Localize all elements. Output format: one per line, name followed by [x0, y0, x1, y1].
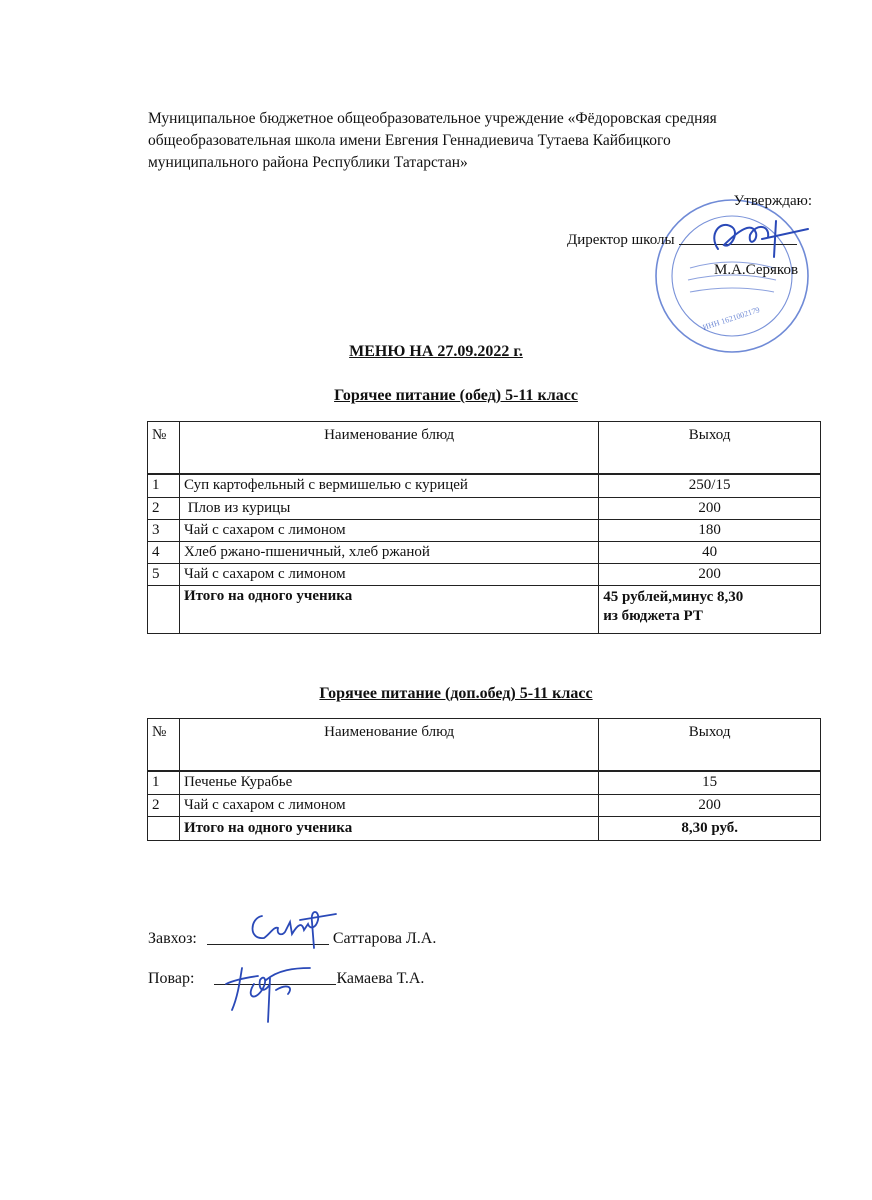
row-num: 1: [148, 474, 180, 498]
storekeeper-name: Саттарова Л.А.: [332, 930, 437, 947]
row-output: 250/15: [599, 474, 821, 498]
row-dish: Чай с сахаром с лимоном: [179, 564, 598, 586]
header-output: Выход: [599, 719, 821, 771]
header-name: Наименование блюд: [179, 719, 598, 771]
section2-title: Горячее питание (доп.обед) 5-11 класс: [319, 685, 593, 702]
total-row: [148, 817, 821, 841]
cook-label: Повар:: [148, 970, 195, 987]
stamp-inn: ИНН 1621002179: [701, 305, 761, 333]
row-output: 40: [599, 542, 821, 564]
header-output: Выход: [599, 422, 821, 474]
total-value: 8,30 руб.: [599, 817, 821, 841]
row-dish: Печенье Курабье: [179, 771, 598, 795]
storekeeper-signature: [240, 900, 340, 952]
row-dish: Чай с сахаром с лимоном: [179, 795, 598, 817]
table-row: [148, 498, 821, 520]
row-dish: Плов из курицы: [179, 498, 598, 520]
director-name: М.А.Серяков: [714, 262, 799, 278]
director-position: Директор школы: [567, 232, 675, 248]
table-header-row: [148, 719, 821, 771]
organization-header: [148, 108, 808, 174]
table-header-row: [148, 422, 821, 474]
org-line-1: Муниципальное бюджетное общеобразовательное учреждение «Фёдоровская средняя: [148, 110, 717, 127]
total-label: Итого на одного ученика: [179, 817, 598, 841]
row-dish: Чай с сахаром с лимоном: [179, 520, 598, 542]
section1-title: Горячее питание (обед) 5-11 класс: [334, 387, 578, 404]
table-row: [148, 520, 821, 542]
total-value: [599, 586, 821, 634]
row-dish: Хлеб ржано-пшеничный, хлеб ржаной: [179, 542, 598, 564]
org-line-2: общеобразовательная школа имени Евгения Геннадиевича Тутаева Кайбицкого: [148, 132, 671, 149]
table-row: [148, 795, 821, 817]
table-row: [148, 564, 821, 586]
header-name: Наименование блюд: [179, 422, 598, 474]
row-output: 200: [599, 498, 821, 520]
row-output: 200: [599, 795, 821, 817]
row-num: 2: [148, 498, 180, 520]
header-num: №: [148, 422, 180, 474]
row-num: 2: [148, 795, 180, 817]
total-value-line1: 45 рублей,минус 8,30: [603, 589, 744, 605]
total-num: [148, 817, 180, 841]
row-output: 15: [599, 771, 821, 795]
header-num: №: [148, 719, 180, 771]
total-row: [148, 586, 821, 634]
director-signature: [690, 205, 810, 265]
cook-signature: [214, 950, 324, 1030]
row-dish: Суп картофельный с вермишелью с курицей: [179, 474, 598, 498]
row-output: 200: [599, 564, 821, 586]
row-output: 180: [599, 520, 821, 542]
table-row: [148, 474, 821, 498]
extra-lunch-menu-table: [147, 718, 821, 841]
menu-title: МЕНЮ НА 27.09.2022 г.: [349, 343, 523, 360]
lunch-menu-table: [147, 421, 821, 634]
cook-name: Камаева Т.А.: [336, 970, 425, 987]
table-row: [148, 542, 821, 564]
org-line-3: муниципального района Республики Татарстан»: [148, 154, 468, 171]
approval-label: Утверждаю:: [733, 193, 812, 209]
total-num: [148, 586, 180, 634]
table-row: [148, 771, 821, 795]
row-num: 4: [148, 542, 180, 564]
row-num: 1: [148, 771, 180, 795]
total-value-line2: из бюджета РТ: [603, 608, 703, 624]
row-num: 3: [148, 520, 180, 542]
storekeeper-label: Завхоз:: [148, 930, 197, 947]
row-num: 5: [148, 564, 180, 586]
total-label: Итого на одного ученика: [179, 586, 598, 634]
